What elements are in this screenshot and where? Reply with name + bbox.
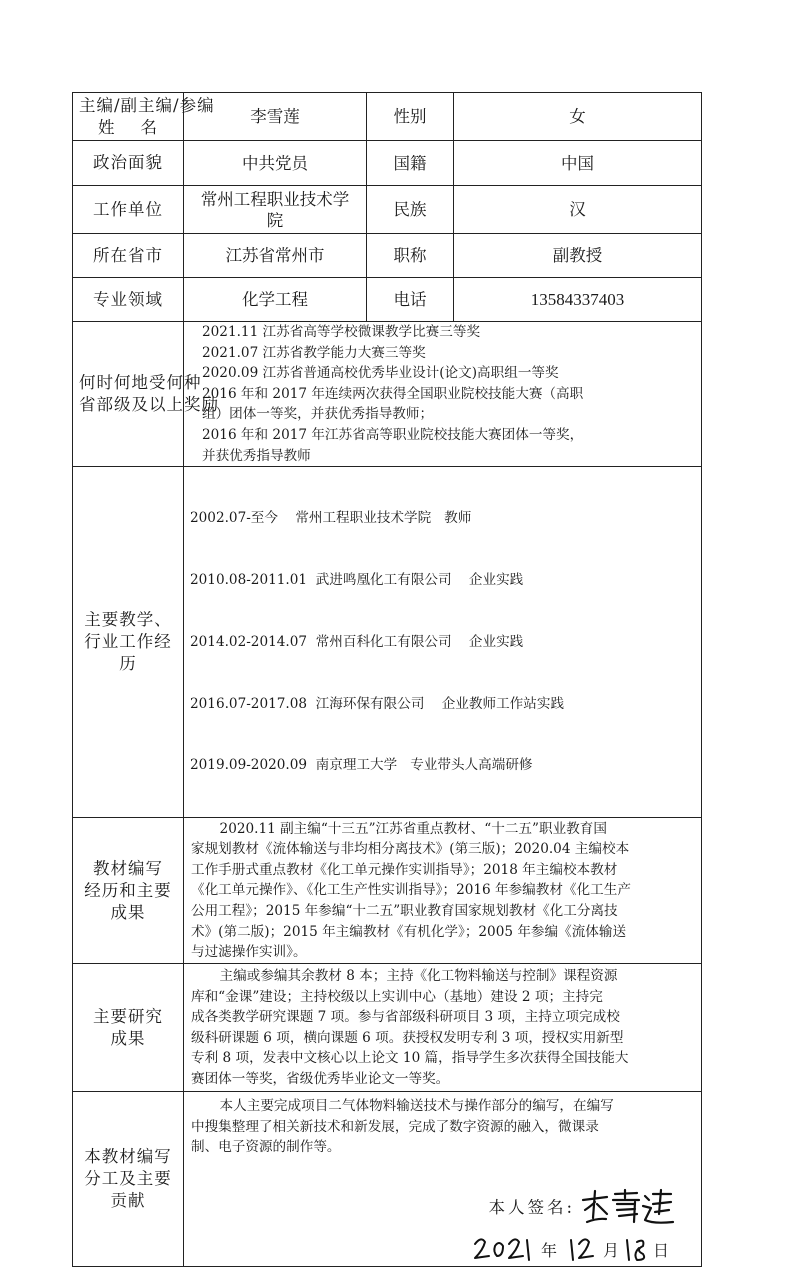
row-experience — [73, 467, 702, 818]
row-name — [73, 93, 702, 141]
experience-label-line1: 主要教学、 — [84, 610, 172, 630]
textbooks-label-line3: 成果 — [110, 902, 146, 922]
textbooks-content — [184, 818, 702, 964]
experience-label-line2: 行业工作经 — [84, 632, 172, 652]
phone-label: 电话 — [367, 278, 454, 322]
contribution-label-line3: 贡献 — [110, 1191, 146, 1211]
workplace-label: 工作单位 — [73, 186, 184, 234]
row-textbooks — [73, 818, 702, 964]
date-day-unit: 日 — [653, 1243, 670, 1261]
awards-line: 并获优秀指导教师 — [202, 447, 311, 464]
row-research — [73, 964, 702, 1092]
date-month-unit: 月 — [603, 1243, 620, 1261]
awards-content — [184, 322, 702, 467]
textbooks-line: 2020.11 副主编“十三五”江苏省重点教材、“十二五”职业教育国 — [219, 820, 607, 837]
experience-line: 2014.02-2014.07 常州百科化工有限公司 企业实践 — [190, 633, 524, 650]
textbooks-line: 工作手册式重点教材《化工单元操作实训指导》；2018 年主编校本教材 — [191, 861, 618, 878]
research-label-cell — [73, 964, 184, 1092]
awards-line: 2016 年和 2017 年连续两次获得全国职业院校技能大赛（高职 — [202, 385, 584, 402]
contribution-label-line1: 本教材编写 — [84, 1147, 172, 1167]
specialty-label: 专业领域 — [73, 278, 184, 322]
handwritten-date — [469, 1230, 669, 1264]
row-political — [73, 141, 702, 186]
name-label-cell — [73, 93, 215, 141]
contribution-line: 制、电子资源的制作等。 — [191, 1139, 341, 1156]
awards-label-line2: 省部级及以上奖励 — [79, 395, 219, 415]
phone-value: 13584337403 — [454, 278, 702, 322]
research-label-line2: 成果 — [110, 1028, 146, 1048]
specialty-value: 化学工程 — [184, 278, 367, 322]
textbooks-line: 术》(第二版)；2015 年主编教材《有机化学》；2005 年参编《流体输送 — [191, 923, 627, 940]
awards-label-line1: 何时何地受何种 — [79, 373, 202, 393]
author-info-table — [72, 92, 702, 1267]
textbooks-line: 《化工单元操作》、《化工生产性实训指导》；2016 年参编教材《化工生产 — [191, 882, 631, 899]
experience-line: 2002.07-至今 常州工程职业技术学院 教师 — [190, 510, 472, 527]
experience-label-line3: 历 — [119, 654, 137, 674]
contribution-line: 本人主要完成项目二气体物料输送技术与操作部分的编写，在编写 — [219, 1098, 614, 1115]
row-province — [73, 234, 702, 278]
experience-line: 2019.09-2020.09 南京理工大学 专业带头人高端研修 — [190, 757, 533, 774]
name-label-line1: 主编/副主编/参编 — [79, 95, 215, 115]
row-awards — [73, 322, 702, 467]
nationality-label: 国籍 — [367, 141, 454, 186]
research-line: 级科研课题 6 项，横向课题 6 项。获授权发明专利 3 项，授权实用新型 — [191, 1029, 624, 1046]
awards-line: 2020.09 江苏省普通高校优秀毕业设计(论文)高职组一等奖 — [202, 365, 559, 382]
nationality-value: 中国 — [454, 141, 702, 186]
research-line: 专利 8 项，发表中文核心以上论文 10 篇，指导学生多次获得全国技能大 — [191, 1050, 629, 1067]
experience-content — [184, 467, 702, 818]
political-value: 中共党员 — [184, 141, 367, 186]
province-value: 江苏省常州市 — [184, 234, 367, 278]
textbooks-label-line2: 经历和主要 — [84, 880, 172, 900]
textbooks-line: 与过滤操作实训》。 — [191, 944, 307, 961]
research-line: 库和“金课”建设；主持校级以上实训中心（基地）建设 2 项；主持完 — [191, 988, 603, 1005]
row-contribution — [73, 1092, 702, 1267]
research-label-line1: 主要研究 — [93, 1006, 163, 1026]
textbooks-label-cell — [73, 818, 184, 964]
handwritten-signature — [579, 1188, 675, 1228]
experience-label-cell — [73, 467, 184, 818]
research-line: 主编或参编其余教材 8 本；主持《化工物料输送与控制》课程资源 — [219, 967, 618, 984]
contribution-label-cell — [73, 1092, 184, 1267]
gender-value: 女 — [454, 93, 702, 141]
awards-line: 组）团体一等奖，并获优秀指导教师； — [202, 406, 434, 423]
awards-label-cell — [73, 322, 219, 467]
research-content — [184, 964, 702, 1092]
signature-row — [191, 1188, 693, 1222]
awards-line: 2021.11 江苏省高等学校微课教学比赛三等奖 — [202, 324, 481, 340]
signature-label: 本人签名: — [488, 1198, 575, 1218]
province-label: 所在省市 — [73, 234, 184, 278]
workplace-value: 常州工程职业技术学院 — [184, 186, 367, 234]
textbooks-line: 家规划教材《流体输送与非均相分离技术》(第三版)；2020.04 主编校本 — [191, 841, 630, 858]
title-label: 职称 — [367, 234, 454, 278]
row-workplace — [73, 186, 702, 234]
awards-line: 2016 年和 2017 年江苏省高等职业院校技能大赛团体一等奖， — [202, 426, 584, 443]
ethnicity-value: 汉 — [454, 186, 702, 234]
contribution-line: 中搜集整理了相关新技术和新发展，完成了数字资源的融入，微课录 — [191, 1118, 599, 1135]
textbooks-label-line1: 教材编写 — [93, 858, 163, 878]
title-value: 副教授 — [454, 234, 702, 278]
political-label: 政治面貌 — [73, 141, 184, 186]
contribution-label-line2: 分工及主要 — [84, 1169, 172, 1189]
research-line: 成各类教学研究课题 7 项。参与省部级科研项目 3 项，主持立项完成校 — [191, 1009, 620, 1026]
awards-line: 2021.07 江苏省教学能力大赛三等奖 — [202, 344, 426, 361]
experience-line: 2016.07-2017.08 江海环保有限公司 企业教师工作站实践 — [190, 695, 565, 712]
gender-label: 性别 — [367, 93, 454, 141]
experience-line: 2010.08-2011.01 武进鸣凰化工有限公司 企业实践 — [190, 572, 524, 589]
research-line: 赛团体一等奖，省级优秀毕业论文一等奖。 — [191, 1070, 450, 1087]
row-specialty — [73, 278, 702, 322]
ethnicity-label: 民族 — [367, 186, 454, 234]
name-label-line2: 姓 名 — [98, 117, 158, 137]
date-year-unit: 年 — [541, 1243, 558, 1261]
date-row — [191, 1230, 693, 1266]
textbooks-line: 公用工程》；2015 年参编“十二五”职业教育国家规划教材《化工分离技 — [191, 903, 618, 920]
contribution-content — [184, 1092, 702, 1267]
name-value: 李雪莲 — [184, 93, 367, 141]
